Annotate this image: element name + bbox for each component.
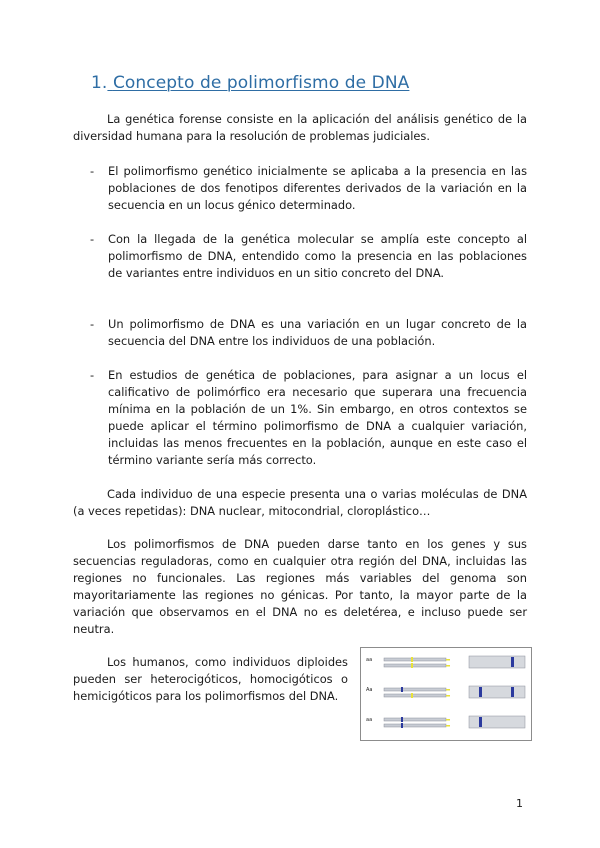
chromosome-pair xyxy=(384,687,450,698)
allele-marker xyxy=(411,663,413,668)
bullet-dash: - xyxy=(90,317,95,331)
chromosome-pair xyxy=(384,657,450,668)
allele-marker xyxy=(446,725,450,727)
section-title: Concepto de polimorfismo de DNA xyxy=(112,73,410,93)
bullet-item xyxy=(90,163,527,214)
bullet-text: El polimorfismo genético inicialmente se aplicaba a la presencia en las poblaciones de dos fenotipos diferentes derivados de la variación en la secuencia en un locus génico determinado. xyxy=(108,164,527,212)
genotype-diagram xyxy=(361,648,531,740)
chromosome xyxy=(384,718,446,721)
genotype-label: Aa xyxy=(366,687,373,693)
gel-band xyxy=(479,717,482,727)
allele-marker xyxy=(411,693,413,698)
allele-marker xyxy=(401,687,403,692)
chromosome xyxy=(384,664,446,667)
allele-marker xyxy=(446,719,450,721)
gel-lane xyxy=(469,716,525,728)
page-number: 1 xyxy=(516,797,523,810)
bullet-item xyxy=(90,231,527,282)
chromosome xyxy=(384,688,446,691)
bullet-text: En estudios de genética de poblaciones, para asignar a un locus el calificativo de polimórfico era necesario que superara una frecuencia mínima en la población de un 1%. Sin embargo, en otros contextos se puede aplicar el término polimorfismo de DNA a cualquier variación, incluidas las menos frecuentes en la población, aunque en este caso el término variante sería más correcto. xyxy=(108,368,527,467)
allele-marker xyxy=(446,695,450,697)
bullet-text: Un polimorfismo de DNA es una variación en un lugar concreto de la secuencia del DNA entre los individuos de una población. xyxy=(108,317,527,348)
chromosome xyxy=(384,724,446,727)
individual-paragraph: Cada individuo de una especie presenta una o varias moléculas de DNA (a veces repetidas): DNA nuclear, mitocondrial, cloroplástico… xyxy=(73,487,527,518)
bullet-dash: - xyxy=(90,368,95,382)
allele-marker xyxy=(446,659,450,661)
gel-lane xyxy=(469,656,525,668)
allele-marker xyxy=(401,717,403,722)
humans-paragraph: Los humanos, como individuos diploides pueden ser heterocigóticos, homocigóticos o hemicigóticos para los polimorfismos del DNA. xyxy=(73,655,348,703)
bullet-dash: - xyxy=(90,232,95,246)
chromosome xyxy=(384,658,446,661)
genotype-figure xyxy=(360,647,532,741)
chromosome-pair xyxy=(384,717,450,728)
chromosome xyxy=(384,694,446,697)
section-heading xyxy=(91,73,409,93)
section-number: 1. xyxy=(91,73,108,93)
allele-marker xyxy=(446,665,450,667)
gel-band xyxy=(511,657,514,667)
regions-paragraph: Los polimorfismos de DNA pueden darse tanto en los genes y sus secuencias reguladoras, como en cualquier otra región del DNA, incluidas las regiones no funcionales. Las regiones más variables del genoma son mayoritariamente las regiones no génicas. Por tanto, la mayor parte de la variación que observamos en el DNA no es deletérea, e incluso puede ser neutra. xyxy=(73,537,527,636)
gel-band xyxy=(511,687,514,697)
gel-lane xyxy=(469,686,525,698)
intro-paragraph: La genética forense consiste en la aplicación del análisis genético de la diversidad humana para la resolución de problemas judiciales. xyxy=(73,112,527,143)
bullet-dash: - xyxy=(90,164,95,178)
allele-marker xyxy=(446,689,450,691)
genotype-label: aa xyxy=(366,657,373,663)
allele-marker xyxy=(411,657,413,662)
bullet-item xyxy=(90,316,527,350)
allele-marker xyxy=(401,723,403,728)
bullet-text: Con la llegada de la genética molecular se amplía este concepto al polimorfismo de DNA, entendido como la presencia en las poblaciones de variantes entre individuos en un sitio concreto del DNA. xyxy=(108,232,527,280)
gel-band xyxy=(479,687,482,697)
bullet-item xyxy=(90,367,527,468)
genotype-label: aa xyxy=(366,717,373,723)
